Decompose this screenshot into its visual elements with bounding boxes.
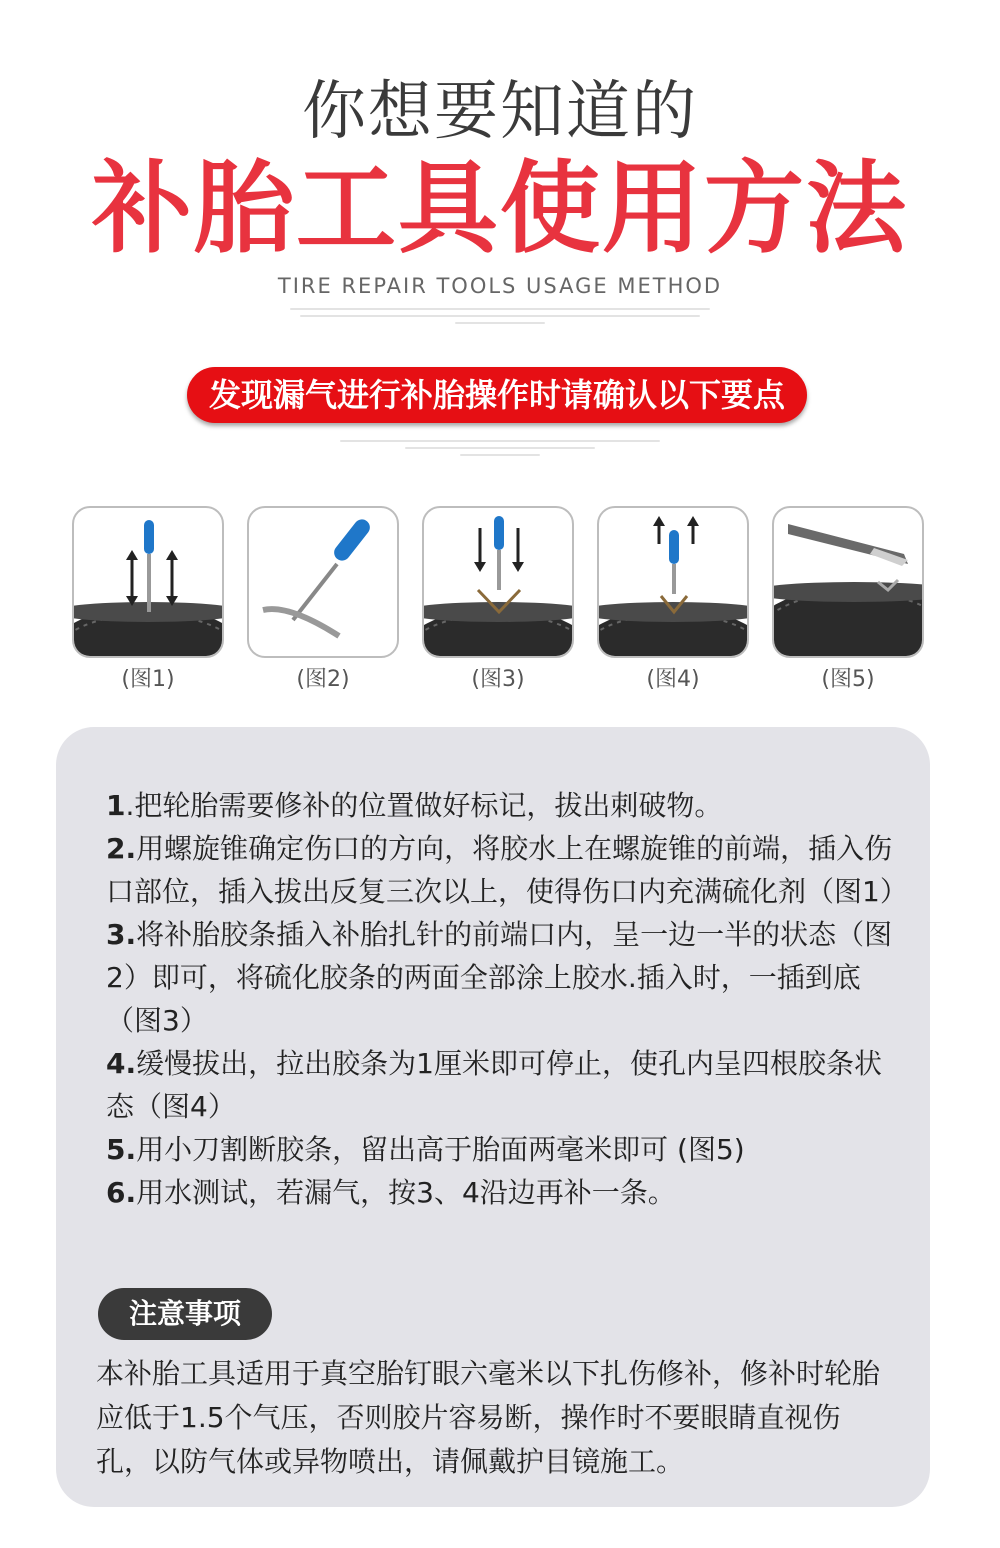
banner: 发现漏气进行补胎操作时请确认以下要点 (187, 367, 807, 423)
step-text: 用水测试，若漏气，按3、4沿边再补一条。 (136, 1176, 676, 1209)
step-number: 2. (106, 832, 137, 865)
step-number: 4. (106, 1047, 137, 1080)
step-number: 1 (106, 789, 126, 822)
figure-2 (247, 506, 399, 658)
figure-4-label: (图4) (646, 667, 700, 692)
figure-3-label: (图3) (471, 667, 525, 692)
english-subtitle: TIRE REPAIR TOOLS USAGE METHOD (277, 274, 723, 298)
figure-1 (72, 506, 224, 658)
step-text: 用小刀割断胶条，留出高于胎面两毫米即可 (图5) (136, 1133, 745, 1166)
step-number: 5. (106, 1133, 137, 1166)
figure-5-label: (图5) (821, 667, 875, 692)
notice-badge: 注意事项 (98, 1288, 272, 1340)
tire-pull-icon (599, 508, 747, 656)
figure-2-label: (图2) (296, 667, 350, 692)
figure-1-label: (图1) (121, 667, 175, 692)
step-6 (106, 1171, 906, 1214)
step-number: 6. (106, 1176, 137, 1209)
pre-title: 你想要知道的 (302, 75, 698, 149)
step-3 (106, 913, 906, 1042)
decorative-fine-lines (0, 308, 1000, 329)
needle-tool-icon (249, 508, 397, 656)
step-5 (106, 1128, 906, 1171)
figure-5 (772, 506, 924, 658)
step-4 (106, 1042, 906, 1128)
step-1 (106, 784, 906, 827)
decorative-fine-lines-2 (0, 440, 1000, 461)
step-text: 将补胎胶条插入补胎扎针的前端口内，呈一边一半的状态（图2）即可，将硫化胶条的两面全部涂上胶水.插入时，一插到底（图3） (106, 918, 893, 1037)
step-text: 缓慢拔出，拉出胶条为1厘米即可停止，使孔内呈四根胶条状态（图4） (106, 1047, 882, 1123)
knife-cut-icon (774, 508, 922, 656)
main-title: 补胎工具使用方法 (92, 150, 908, 267)
step-text: .把轮胎需要修补的位置做好标记，拔出刺破物。 (125, 789, 723, 822)
step-text: 用螺旋锥确定伤口的方向，将胶水上在螺旋锥的前端，插入伤口部位，插入拔出反复三次以上，使得伤口内充满硫化剂（图1） (106, 832, 908, 908)
notice-text: 本补胎工具适用于真空胎钉眼六毫米以下扎伤修补，修补时轮胎应低于1.5个气压，否则胶片容易断，操作时不要眼睛直视伤孔，以防气体或异物喷出，请佩戴护目镜施工。 (96, 1357, 881, 1478)
tire-insert-icon (424, 508, 572, 656)
figure-3 (422, 506, 574, 658)
figure-4 (597, 506, 749, 658)
steps-list (106, 784, 906, 1214)
tire-probe-icon (74, 508, 222, 656)
step-2 (106, 827, 906, 913)
step-number: 3. (106, 918, 137, 951)
